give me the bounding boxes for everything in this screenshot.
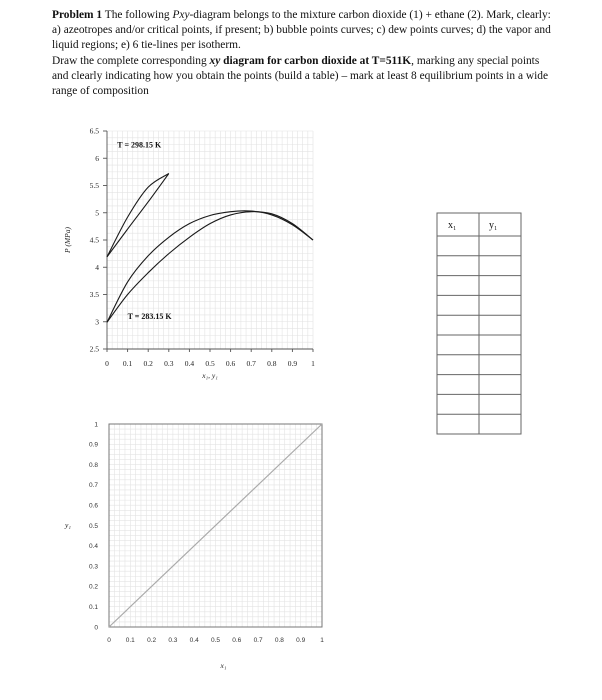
pxy-annotation-1: T = 298.15 K: [117, 140, 162, 150]
xy-y-tick-label: 0.9: [88, 441, 98, 449]
pxy-x-tick-label: 0.1: [122, 359, 133, 368]
xy-y-axis-label: y₁: [65, 520, 71, 530]
xy-y-tick-label: 1: [94, 421, 98, 429]
pxy-y-tick-label: 6: [95, 153, 99, 163]
xy-x-tick-label: 0.9: [296, 637, 306, 644]
pxy-x-tick-label: 0.4: [184, 359, 195, 368]
pxy-x-tick-label: 0.8: [267, 359, 277, 368]
problem-text-3: Draw the complete corresponding: [52, 54, 210, 67]
xy-x-tick-label: 0.1: [125, 637, 135, 644]
xy-x-tick-label: 0.3: [168, 637, 178, 644]
pxy-y-tick-label: 3.5: [89, 290, 99, 299]
xy-y-tick-label: 0.2: [88, 583, 98, 591]
pxy-y-axis-label: P (MPa): [63, 227, 72, 253]
pxy-x-tick-label: 0.3: [164, 359, 174, 368]
answer-table: [437, 213, 521, 434]
xy-y-tick-label: 0: [94, 624, 98, 632]
xy-x-tick-label: 0: [107, 637, 111, 644]
xy-y-tick-label: 0.5: [88, 522, 98, 530]
problem-diagram: diagram for carbon dioxide at T=511K: [220, 54, 412, 67]
pxy-x-tick-label: 0: [105, 359, 109, 368]
problem-text-4: , marking any special points and clearly indicating how you obtain the points (build a table) – mark at least 8 equilibrium points in a wide range of composition: [52, 54, 549, 98]
xy-y-tick-label: 0.4: [88, 543, 98, 551]
xy-x-axis-label: x₁: [220, 661, 227, 670]
pxy-x-axis-label: x₁, y₁: [202, 371, 218, 380]
pxy-y-tick-label: 6.5: [89, 126, 99, 136]
pxy-y-tick-label: 2.5: [89, 344, 99, 354]
pxy-annotation-2: T = 283.15 K: [127, 312, 172, 322]
xy-y-tick-label: 0.8: [88, 461, 98, 469]
xy-y-tick-label: 0.3: [88, 563, 98, 571]
pxy-chart: [63, 127, 315, 381]
table-header-y1: y₁: [489, 220, 498, 231]
pxy-y-tick-label: 3: [95, 317, 99, 327]
pxy-y-tick-label: 4.5: [89, 235, 99, 245]
pxy-x-tick-label: 0.9: [287, 359, 298, 368]
xy-x-tick-label: 0.5: [210, 637, 221, 644]
problem-xy: xy: [209, 54, 221, 67]
pxy-x-tick-label: 0.7: [246, 359, 256, 368]
pxy-x-tick-label: 0.2: [143, 359, 153, 368]
xy-x-tick-label: 0.6: [232, 637, 242, 644]
xy-x-tick-label: 0.4: [189, 637, 199, 644]
xy-x-tick-label: 0.8: [274, 637, 284, 644]
problem-label: Problem 1: [52, 9, 103, 21]
xy-y-tick-label: 0.1: [88, 604, 98, 611]
xy-y-tick-label: 0.6: [88, 502, 98, 510]
xy-x-tick-label: 0.7: [253, 637, 263, 644]
pxy-y-tick-label: 5.5: [89, 181, 99, 190]
pxy-x-tick-label: 0.6: [225, 359, 236, 368]
xy-x-tick-label: 1: [320, 637, 324, 644]
pxy-x-tick-label: 0.5: [205, 359, 215, 368]
problem-pxy: Pxy: [172, 9, 190, 21]
table-header-x1: x₁: [448, 220, 457, 231]
problem-text-2: -diagram belongs to the mixture carbon dioxide (1) + ethane (2). Mark, clearly: a) azeotropes and/or critical points, if present; b) bubble points curves; c) dew points curves; d) the vapor and liquid regions; e) 6 tie-lines per isotherm.: [52, 9, 551, 52]
xy-chart: [64, 421, 324, 670]
xy-y-tick-label: 0.7: [88, 482, 98, 490]
problem-text-1: The following: [102, 9, 173, 21]
pxy-x-tick-label: 1: [311, 359, 315, 368]
pxy-y-tick-label: 4: [95, 262, 99, 272]
pxy-y-tick-label: 5: [95, 208, 99, 218]
xy-x-tick-label: 0.2: [147, 637, 157, 644]
